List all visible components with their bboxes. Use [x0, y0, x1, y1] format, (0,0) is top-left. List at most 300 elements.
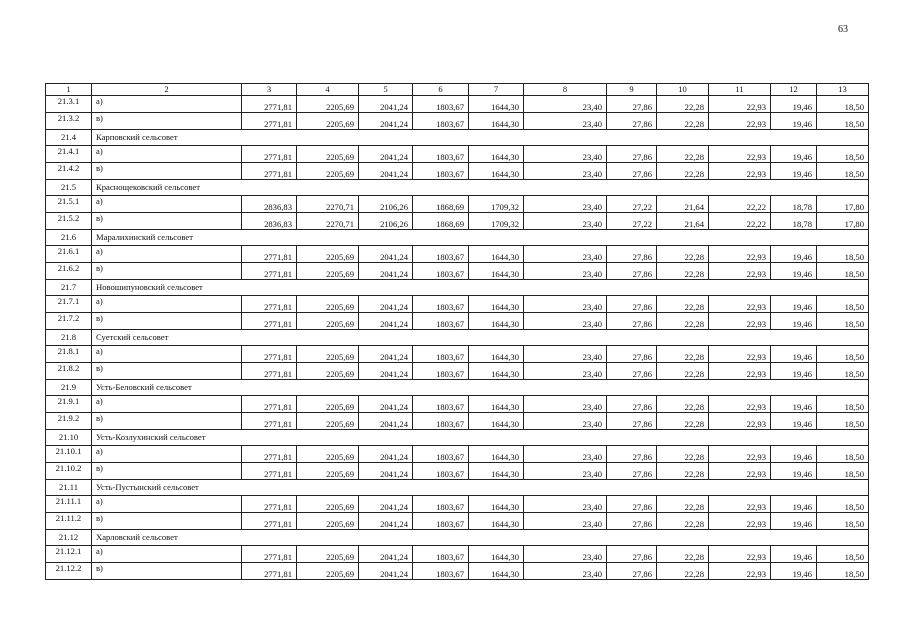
- value-cell: 22,93: [709, 413, 771, 430]
- value-cell: 18,50: [817, 346, 869, 363]
- tariff-table: [45, 83, 869, 580]
- section-row: [46, 430, 869, 446]
- section-row: [46, 530, 869, 546]
- value-cell: 22,93: [709, 513, 771, 530]
- section-id-cell: 21.5: [46, 180, 92, 196]
- value-cell: 18,50: [817, 146, 869, 163]
- value-cell: 23,40: [524, 113, 607, 130]
- value-cell: 2205,69: [297, 163, 359, 180]
- value-cell: 1803,67: [413, 113, 469, 130]
- column-number-cell: 13: [817, 84, 869, 96]
- value-cell: 19,46: [771, 413, 817, 430]
- section-name-cell: Карповский сельсовет: [92, 130, 869, 146]
- value-cell: 18,50: [817, 246, 869, 263]
- row-id-cell: 21.11.2: [46, 513, 92, 530]
- value-cell: 22,28: [657, 546, 709, 563]
- column-number-row: [46, 84, 869, 96]
- value-cell: 19,46: [771, 313, 817, 330]
- section-row: [46, 280, 869, 296]
- value-cell: 2041,24: [359, 163, 413, 180]
- value-cell: 2771,81: [242, 263, 297, 280]
- value-cell: 2270,71: [297, 196, 359, 213]
- value-cell: 18,50: [817, 496, 869, 513]
- value-cell: 2771,81: [242, 363, 297, 380]
- value-cell: 18,50: [817, 363, 869, 380]
- value-cell: 1644,30: [469, 496, 524, 513]
- row-id-cell: 21.3.2: [46, 113, 92, 130]
- value-cell: 2771,81: [242, 446, 297, 463]
- row-id-cell: 21.8.2: [46, 363, 92, 380]
- value-cell: 18,50: [817, 413, 869, 430]
- section-name-cell: Усть-Пустынский сельсовет: [92, 480, 869, 496]
- value-cell: 27,86: [607, 446, 657, 463]
- value-cell: 2205,69: [297, 496, 359, 513]
- value-cell: 22,28: [657, 96, 709, 113]
- value-cell: 2771,81: [242, 513, 297, 530]
- table-row: [46, 146, 869, 163]
- value-cell: 2205,69: [297, 146, 359, 163]
- value-cell: 1644,30: [469, 513, 524, 530]
- value-cell: 22,28: [657, 313, 709, 330]
- value-cell: 23,40: [524, 463, 607, 480]
- value-cell: 22,93: [709, 163, 771, 180]
- value-cell: 23,40: [524, 196, 607, 213]
- value-cell: 19,46: [771, 246, 817, 263]
- section-name-cell: Краснощековский сельсовет: [92, 180, 869, 196]
- value-cell: 18,50: [817, 96, 869, 113]
- value-cell: 2836,83: [242, 196, 297, 213]
- value-cell: 22,93: [709, 146, 771, 163]
- value-cell: 2771,81: [242, 113, 297, 130]
- value-cell: 2205,69: [297, 513, 359, 530]
- value-cell: 22,28: [657, 113, 709, 130]
- value-cell: 1803,67: [413, 463, 469, 480]
- table-row: [46, 296, 869, 313]
- value-cell: 23,40: [524, 346, 607, 363]
- value-cell: 1868,69: [413, 213, 469, 230]
- value-cell: 2771,81: [242, 96, 297, 113]
- value-cell: 27,86: [607, 513, 657, 530]
- value-cell: 19,46: [771, 463, 817, 480]
- section-id-cell: 21.11: [46, 480, 92, 496]
- value-cell: 19,46: [771, 163, 817, 180]
- value-cell: 18,50: [817, 163, 869, 180]
- column-number-cell: 5: [359, 84, 413, 96]
- value-cell: 2106,26: [359, 213, 413, 230]
- value-cell: 27,86: [607, 413, 657, 430]
- value-cell: 22,93: [709, 246, 771, 263]
- value-cell: 22,93: [709, 496, 771, 513]
- value-cell: 2041,24: [359, 146, 413, 163]
- value-cell: 2771,81: [242, 563, 297, 580]
- value-cell: 1644,30: [469, 113, 524, 130]
- value-cell: 2771,81: [242, 463, 297, 480]
- value-cell: 2041,24: [359, 96, 413, 113]
- value-cell: 2205,69: [297, 413, 359, 430]
- row-id-cell: 21.6.2: [46, 263, 92, 280]
- value-cell: 2771,81: [242, 313, 297, 330]
- row-label-cell: а): [92, 396, 242, 413]
- value-cell: 22,28: [657, 496, 709, 513]
- column-number-cell: 7: [469, 84, 524, 96]
- value-cell: 2041,24: [359, 413, 413, 430]
- value-cell: 23,40: [524, 296, 607, 313]
- row-id-cell: 21.5.2: [46, 213, 92, 230]
- value-cell: 22,28: [657, 363, 709, 380]
- value-cell: 2041,24: [359, 546, 413, 563]
- value-cell: 2205,69: [297, 296, 359, 313]
- value-cell: 1803,67: [413, 263, 469, 280]
- table-row: [46, 446, 869, 463]
- value-cell: 1803,67: [413, 546, 469, 563]
- value-cell: 19,46: [771, 363, 817, 380]
- row-label-cell: в): [92, 313, 242, 330]
- value-cell: 1803,67: [413, 313, 469, 330]
- value-cell: 19,46: [771, 563, 817, 580]
- column-number-cell: 10: [657, 84, 709, 96]
- value-cell: 22,93: [709, 546, 771, 563]
- page-number: 63: [838, 24, 848, 35]
- value-cell: 2205,69: [297, 263, 359, 280]
- value-cell: 19,46: [771, 546, 817, 563]
- value-cell: 23,40: [524, 513, 607, 530]
- table-row: [46, 196, 869, 213]
- value-cell: 2771,81: [242, 246, 297, 263]
- value-cell: 27,22: [607, 213, 657, 230]
- value-cell: 1803,67: [413, 496, 469, 513]
- value-cell: 27,86: [607, 113, 657, 130]
- value-cell: 1803,67: [413, 396, 469, 413]
- row-id-cell: 21.8.1: [46, 346, 92, 363]
- value-cell: 2205,69: [297, 113, 359, 130]
- value-cell: 2205,69: [297, 546, 359, 563]
- table-row: [46, 513, 869, 530]
- value-cell: 22,28: [657, 396, 709, 413]
- value-cell: 1803,67: [413, 246, 469, 263]
- value-cell: 18,50: [817, 113, 869, 130]
- value-cell: 2771,81: [242, 413, 297, 430]
- value-cell: 23,40: [524, 146, 607, 163]
- value-cell: 2771,81: [242, 546, 297, 563]
- row-label-cell: а): [92, 196, 242, 213]
- value-cell: 1868,69: [413, 196, 469, 213]
- table-row: [46, 96, 869, 113]
- value-cell: 1644,30: [469, 146, 524, 163]
- value-cell: 21,64: [657, 213, 709, 230]
- section-name-cell: Усть-Козлухинский сельсовет: [92, 430, 869, 446]
- value-cell: 23,40: [524, 163, 607, 180]
- value-cell: 1803,67: [413, 446, 469, 463]
- value-cell: 2771,81: [242, 163, 297, 180]
- section-row: [46, 330, 869, 346]
- value-cell: 23,40: [524, 246, 607, 263]
- section-id-cell: 21.7: [46, 280, 92, 296]
- value-cell: 2205,69: [297, 396, 359, 413]
- value-cell: 2041,24: [359, 446, 413, 463]
- value-cell: 2205,69: [297, 446, 359, 463]
- value-cell: 27,86: [607, 163, 657, 180]
- value-cell: 22,22: [709, 213, 771, 230]
- value-cell: 2041,24: [359, 496, 413, 513]
- value-cell: 19,46: [771, 513, 817, 530]
- value-cell: 21,64: [657, 196, 709, 213]
- value-cell: 1644,30: [469, 363, 524, 380]
- value-cell: 1644,30: [469, 346, 524, 363]
- value-cell: 23,40: [524, 446, 607, 463]
- value-cell: 2041,24: [359, 346, 413, 363]
- table-body: [46, 84, 869, 580]
- table-row: [46, 346, 869, 363]
- value-cell: 19,46: [771, 496, 817, 513]
- value-cell: 18,50: [817, 296, 869, 313]
- section-row: [46, 130, 869, 146]
- value-cell: 1644,30: [469, 263, 524, 280]
- section-name-cell: Харловский сельсовет: [92, 530, 869, 546]
- value-cell: 22,28: [657, 146, 709, 163]
- value-cell: 23,40: [524, 313, 607, 330]
- value-cell: 2041,24: [359, 263, 413, 280]
- value-cell: 1803,67: [413, 513, 469, 530]
- value-cell: 19,46: [771, 446, 817, 463]
- value-cell: 2041,24: [359, 113, 413, 130]
- value-cell: 27,86: [607, 463, 657, 480]
- value-cell: 27,86: [607, 496, 657, 513]
- row-label-cell: а): [92, 96, 242, 113]
- value-cell: 17,80: [817, 213, 869, 230]
- row-id-cell: 21.4.2: [46, 163, 92, 180]
- value-cell: 1803,67: [413, 563, 469, 580]
- value-cell: 22,28: [657, 513, 709, 530]
- value-cell: 22,93: [709, 363, 771, 380]
- section-id-cell: 21.12: [46, 530, 92, 546]
- value-cell: 1644,30: [469, 396, 524, 413]
- table-row: [46, 113, 869, 130]
- value-cell: 2771,81: [242, 396, 297, 413]
- value-cell: 1803,67: [413, 96, 469, 113]
- table-row: [46, 463, 869, 480]
- value-cell: 2205,69: [297, 96, 359, 113]
- value-cell: 18,78: [771, 213, 817, 230]
- row-label-cell: а): [92, 546, 242, 563]
- value-cell: 23,40: [524, 546, 607, 563]
- value-cell: 2836,83: [242, 213, 297, 230]
- row-id-cell: 21.12.2: [46, 563, 92, 580]
- value-cell: 27,86: [607, 146, 657, 163]
- row-label-cell: а): [92, 296, 242, 313]
- row-id-cell: 21.11.1: [46, 496, 92, 513]
- value-cell: 27,86: [607, 246, 657, 263]
- section-id-cell: 21.8: [46, 330, 92, 346]
- section-id-cell: 21.6: [46, 230, 92, 246]
- value-cell: 1644,30: [469, 296, 524, 313]
- value-cell: 1644,30: [469, 313, 524, 330]
- row-id-cell: 21.10.1: [46, 446, 92, 463]
- value-cell: 27,86: [607, 546, 657, 563]
- value-cell: 27,86: [607, 263, 657, 280]
- section-name-cell: Маралихинский сельсовет: [92, 230, 869, 246]
- value-cell: 23,40: [524, 263, 607, 280]
- value-cell: 2270,71: [297, 213, 359, 230]
- value-cell: 19,46: [771, 346, 817, 363]
- table-row: [46, 363, 869, 380]
- value-cell: 1644,30: [469, 96, 524, 113]
- column-number-cell: 9: [607, 84, 657, 96]
- value-cell: 18,50: [817, 463, 869, 480]
- value-cell: 1644,30: [469, 163, 524, 180]
- value-cell: 27,86: [607, 96, 657, 113]
- value-cell: 27,86: [607, 363, 657, 380]
- value-cell: 18,78: [771, 196, 817, 213]
- row-label-cell: в): [92, 563, 242, 580]
- column-number-cell: 4: [297, 84, 359, 96]
- value-cell: 22,28: [657, 346, 709, 363]
- value-cell: 2041,24: [359, 463, 413, 480]
- value-cell: 2041,24: [359, 513, 413, 530]
- value-cell: 17,80: [817, 196, 869, 213]
- value-cell: 22,93: [709, 313, 771, 330]
- value-cell: 19,46: [771, 146, 817, 163]
- value-cell: 18,50: [817, 446, 869, 463]
- row-label-cell: в): [92, 113, 242, 130]
- table-row: [46, 213, 869, 230]
- value-cell: 2205,69: [297, 363, 359, 380]
- section-row: [46, 230, 869, 246]
- row-id-cell: 21.3.1: [46, 96, 92, 113]
- section-name-cell: Суетский сельсовет: [92, 330, 869, 346]
- value-cell: 1803,67: [413, 346, 469, 363]
- value-cell: 22,28: [657, 413, 709, 430]
- value-cell: 1644,30: [469, 446, 524, 463]
- value-cell: 2771,81: [242, 296, 297, 313]
- value-cell: 2771,81: [242, 146, 297, 163]
- value-cell: 2771,81: [242, 496, 297, 513]
- value-cell: 19,46: [771, 396, 817, 413]
- value-cell: 27,86: [607, 296, 657, 313]
- value-cell: 27,86: [607, 396, 657, 413]
- row-label-cell: в): [92, 513, 242, 530]
- table-row: [46, 313, 869, 330]
- section-row: [46, 480, 869, 496]
- section-name-cell: Новошипуновский сельсовет: [92, 280, 869, 296]
- value-cell: 2041,24: [359, 296, 413, 313]
- row-label-cell: в): [92, 263, 242, 280]
- value-cell: 19,46: [771, 296, 817, 313]
- value-cell: 1803,67: [413, 363, 469, 380]
- value-cell: 2205,69: [297, 246, 359, 263]
- value-cell: 2041,24: [359, 313, 413, 330]
- section-id-cell: 21.10: [46, 430, 92, 446]
- column-number-cell: 2: [92, 84, 242, 96]
- column-number-cell: 3: [242, 84, 297, 96]
- value-cell: 22,22: [709, 196, 771, 213]
- value-cell: 22,28: [657, 446, 709, 463]
- value-cell: 27,22: [607, 196, 657, 213]
- row-id-cell: 21.5.1: [46, 196, 92, 213]
- value-cell: 18,50: [817, 313, 869, 330]
- value-cell: 1644,30: [469, 246, 524, 263]
- row-id-cell: 21.12.1: [46, 546, 92, 563]
- section-row: [46, 380, 869, 396]
- value-cell: 1803,67: [413, 413, 469, 430]
- column-number-cell: 11: [709, 84, 771, 96]
- row-label-cell: а): [92, 446, 242, 463]
- section-name-cell: Усть-Беловский сельсовет: [92, 380, 869, 396]
- value-cell: 22,93: [709, 396, 771, 413]
- value-cell: 23,40: [524, 496, 607, 513]
- row-label-cell: в): [92, 463, 242, 480]
- value-cell: 1803,67: [413, 163, 469, 180]
- table-row: [46, 163, 869, 180]
- row-label-cell: а): [92, 246, 242, 263]
- value-cell: 1644,30: [469, 546, 524, 563]
- value-cell: 27,86: [607, 563, 657, 580]
- value-cell: 19,46: [771, 113, 817, 130]
- value-cell: 27,86: [607, 313, 657, 330]
- row-label-cell: а): [92, 346, 242, 363]
- value-cell: 1803,67: [413, 146, 469, 163]
- value-cell: 22,93: [709, 463, 771, 480]
- row-label-cell: в): [92, 363, 242, 380]
- value-cell: 2205,69: [297, 463, 359, 480]
- value-cell: 2205,69: [297, 563, 359, 580]
- value-cell: 2205,69: [297, 313, 359, 330]
- row-id-cell: 21.7.1: [46, 296, 92, 313]
- value-cell: 22,28: [657, 263, 709, 280]
- column-number-cell: 1: [46, 84, 92, 96]
- section-id-cell: 21.9: [46, 380, 92, 396]
- row-id-cell: 21.4.1: [46, 146, 92, 163]
- value-cell: 27,86: [607, 346, 657, 363]
- value-cell: 23,40: [524, 213, 607, 230]
- column-number-cell: 12: [771, 84, 817, 96]
- value-cell: 22,93: [709, 563, 771, 580]
- value-cell: 22,28: [657, 296, 709, 313]
- value-cell: 18,50: [817, 396, 869, 413]
- row-label-cell: в): [92, 163, 242, 180]
- row-label-cell: в): [92, 413, 242, 430]
- table-row: [46, 246, 869, 263]
- value-cell: 19,46: [771, 96, 817, 113]
- section-id-cell: 21.4: [46, 130, 92, 146]
- row-id-cell: 21.9.1: [46, 396, 92, 413]
- row-id-cell: 21.6.1: [46, 246, 92, 263]
- column-number-cell: 6: [413, 84, 469, 96]
- row-label-cell: а): [92, 496, 242, 513]
- value-cell: 22,93: [709, 446, 771, 463]
- value-cell: 23,40: [524, 363, 607, 380]
- section-row: [46, 180, 869, 196]
- value-cell: 23,40: [524, 396, 607, 413]
- table-row: [46, 413, 869, 430]
- value-cell: 1803,67: [413, 296, 469, 313]
- value-cell: 1709,32: [469, 213, 524, 230]
- value-cell: 22,93: [709, 346, 771, 363]
- row-id-cell: 21.9.2: [46, 413, 92, 430]
- value-cell: 18,50: [817, 563, 869, 580]
- value-cell: 1644,30: [469, 563, 524, 580]
- column-number-cell: 8: [524, 84, 607, 96]
- value-cell: 23,40: [524, 413, 607, 430]
- row-label-cell: в): [92, 213, 242, 230]
- row-label-cell: а): [92, 146, 242, 163]
- value-cell: 19,46: [771, 263, 817, 280]
- value-cell: 22,28: [657, 246, 709, 263]
- value-cell: 2771,81: [242, 346, 297, 363]
- value-cell: 22,28: [657, 163, 709, 180]
- value-cell: 2041,24: [359, 363, 413, 380]
- value-cell: 2041,24: [359, 396, 413, 413]
- table-row: [46, 496, 869, 513]
